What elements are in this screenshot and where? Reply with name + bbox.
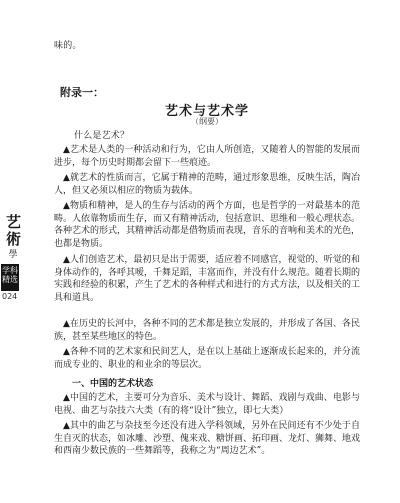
paragraph-6: ▲各种不同的艺术家和民间艺人，是在以上基础上逐渐成长起来的，并分流而成专业的、职业的和业余的等层次。 — [54, 347, 360, 370]
continued-text-line: 味的。 — [54, 41, 82, 51]
badge-line-2: 精选 — [2, 275, 18, 284]
logo-char-1: 艺 — [5, 213, 20, 231]
section-paragraph-2: ▲其中的曲艺与杂技至今还没有进入学科领域，另外在民间还有不少处于自生自灭的状态，如冰雕、沙塑、傀来戏、糖饼画、拓印画、龙灯、狮舞、地戏和西南少数民族的一些舞蹈等，我称之为“周边艺术”。 — [54, 421, 361, 456]
badge-line-1: 学科 — [2, 266, 18, 275]
paragraph-5: ▲在历史的长河中，各种不同的艺术都是独立发展的，并形成了各国、各民族，甚至某些地区的特色。 — [54, 319, 360, 342]
paragraph-1: ▲艺术是人类的一种活动和行为，它由人所创造，又随着人的智能的发展而进步，每个历史时期都会留下一些痕迹。 — [54, 145, 360, 168]
side-logo — [2, 214, 24, 248]
question-line: 什么是艺术？ — [74, 131, 130, 141]
page-number: 024 — [2, 292, 18, 301]
paragraph-2: ▲就艺术的性质而言，它属于精神的范畴，通过形象思维，反映生活，陶冶人，但又必须以相应的物质为载体。 — [54, 173, 360, 196]
section-heading: 一、中国的艺术状态 — [72, 379, 154, 389]
article-title: 艺术与艺术学 — [164, 104, 249, 119]
appendix-label: 附录一： — [60, 86, 104, 99]
paragraph-3: ▲物质和精神，是人的生存与活动的两个方面，也是哲学的一对最基本的范畴。人依靠物质而生存，而又有精神活动，包括意识、思维和一般心理状态。各种艺术的形式，其精神活动都是借物质而表现，音乐的音响和美术的光色，也都是物质。 — [54, 201, 361, 249]
side-badge — [1, 264, 19, 291]
logo-char-3: 學 — [8, 250, 18, 260]
paragraph-4: ▲人们创造艺术，最初只是出于需要，适应着不同感官，视觉的、听觉的和身体动作的，各呼其嗳，千舞足蹈，丰富而作，并没有什么规范。随着长期的实践和经验的积累，产生了艺术的各种样式和进行的方式方法，以及相关的工具和道具。 — [54, 255, 361, 303]
section-paragraph-1: ▲中国的艺术，主要可分为音乐、美术与设计、舞蹈、戏剧与戏曲、电影与电视、曲艺与杂技六大类（有的将“设计”独立，即七大类） — [54, 393, 360, 416]
logo-char-2: 術 — [5, 230, 20, 248]
article-subtitle: （纲要） — [191, 117, 223, 126]
side-logo-lower — [2, 250, 24, 261]
